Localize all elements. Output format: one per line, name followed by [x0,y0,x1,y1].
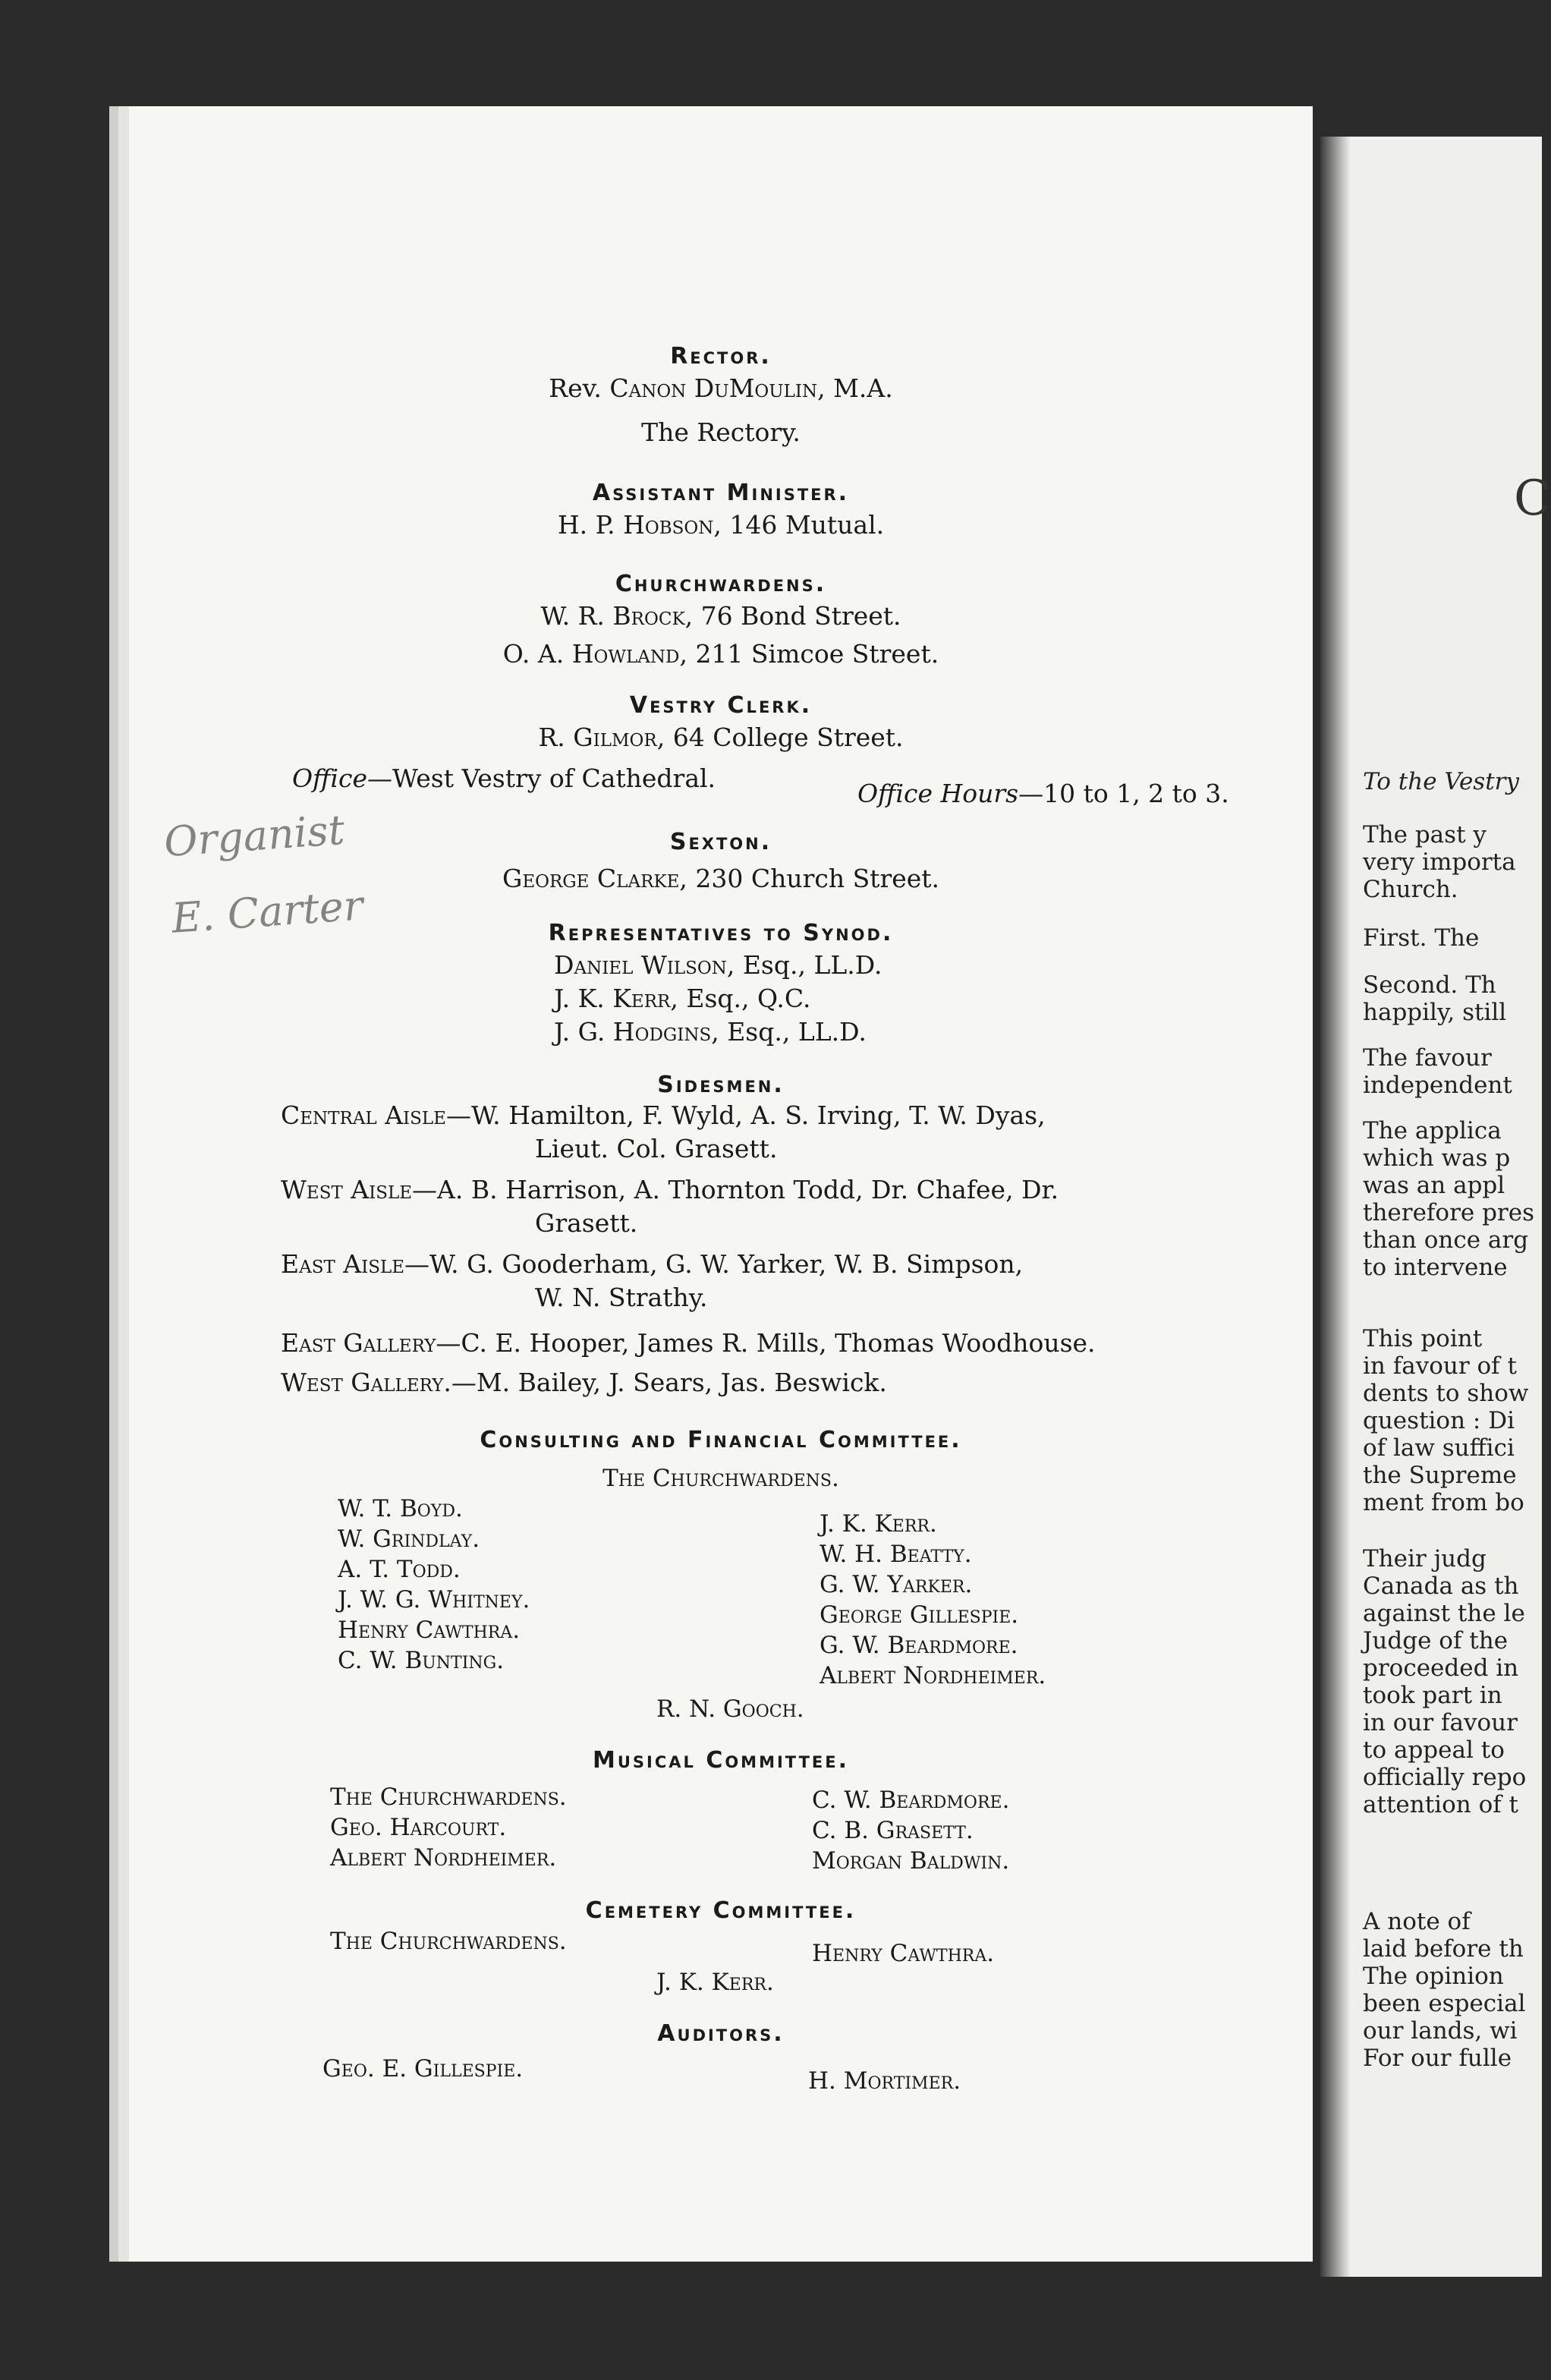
facing-page-line: happily, still [1363,999,1507,1026]
churchwarden-2-address: 211 Simcoe Street. [695,639,939,669]
facing-page-line: the Supreme [1363,1462,1517,1489]
churchwarden-2-prefix: O. A. [502,639,565,669]
vestry-clerk-name: Gilmor, [573,722,665,752]
representative-3-line [554,1017,867,1047]
facing-page-line: Their judg [1363,1545,1487,1572]
committee-member: J. K. Kerr. [820,1510,937,1538]
east-gallery-names: —C. E. Hooper, James R. Mills, Thomas Woodhouse. [436,1328,1096,1358]
facing-page-line: of law suffici [1363,1434,1515,1462]
musical-committee-left-column [330,1782,567,1873]
representative-3-title: Esq., LL.D. [727,1017,867,1047]
assistant-minister-prefix: H. P. [557,510,615,540]
facing-page-line: therefore pres [1363,1199,1535,1226]
west-aisle-line [281,1175,1059,1204]
sexton-heading: Sexton. [669,829,772,855]
sidesmen-heading: Sidesmen. [657,1072,785,1098]
committee-member: C. B. Grasett. [812,1817,974,1844]
musical-committee-heading: Musical Committee. [592,1747,850,1774]
handwritten-carter: E. Carter [170,881,365,943]
committee-member: Morgan Baldwin. [812,1847,1010,1875]
committee-member: George Gillespie. [820,1601,1019,1629]
facing-page-line: question : Di [1363,1407,1515,1434]
facing-page-line: First. The [1363,924,1480,952]
cemetery-committee-last: J. K. Kerr. [656,1969,774,1996]
facing-page-line: Second. Th [1363,971,1496,999]
facing-page-line: our lands, wi [1363,2017,1518,2045]
facing-page-line: took part in [1363,1682,1502,1709]
representative-2-title: Esq., Q.C. [686,984,811,1013]
facing-page-line: to intervene [1363,1254,1508,1281]
facing-page-line: Church. [1363,876,1458,903]
committee-member: Albert Nordheimer. [820,1662,1046,1689]
west-gallery-line [281,1368,887,1397]
vestry-clerk-address: 64 College Street. [672,722,904,752]
churchwarden-1-line [129,601,1313,631]
facing-page-line: Canada as th [1363,1572,1519,1600]
facing-page-large-letter: C [1514,471,1551,527]
vestry-clerk-line [129,722,1313,752]
facing-page-line: in favour of t [1363,1352,1517,1380]
facing-page-line: was an appl [1363,1172,1505,1199]
cemetery-committee-right: Henry Cawthra. [812,1940,995,1967]
east-aisle-line [281,1249,1023,1279]
west-aisle-line-2: Grasett. [535,1208,638,1238]
consulting-committee-last: R. N. Gooch. [656,1695,804,1723]
facing-page-line: which was p [1363,1144,1511,1172]
churchwarden-1-name: Brock, [612,601,694,631]
facing-page-line: The past y [1363,821,1487,848]
sexton-name: George Clarke, [502,864,687,893]
page-fold-shadow [1320,137,1351,2277]
east-gallery-line [281,1328,1096,1358]
representative-3-name: J. G. Hodgins, [554,1017,719,1047]
representative-1-title: Esq., LL.D. [742,950,882,980]
facing-page-line: The favour [1363,1044,1492,1072]
committee-member: The Churchwardens. [330,1783,567,1811]
rector-heading: Rector. [670,343,772,370]
page-content [129,106,1313,2262]
rector-name-line [129,373,1313,403]
committee-member: G. W. Beardmore. [820,1632,1018,1659]
facing-page-line: in our favour [1363,1709,1518,1736]
office-label: Office [292,763,367,793]
hours-label: Office Hours [857,779,1019,808]
hours-value: —10 to 1, 2 to 3. [1018,779,1229,808]
facing-page-line: proceeded in [1363,1654,1519,1682]
committee-member: Geo. Harcourt. [330,1814,507,1841]
committee-member: W. T. Boyd. [338,1495,463,1522]
committee-member: Albert Nordheimer. [330,1844,557,1872]
assistant-minister-address: 146 Mutual. [729,510,885,540]
auditor-right: H. Mortimer. [808,2067,961,2095]
representative-1-line [554,950,882,980]
central-aisle-line [281,1100,1046,1130]
central-aisle-label: Central Aisle [281,1100,446,1130]
facing-page-line: ment from bo [1363,1489,1524,1516]
east-gallery-label: East Gallery [281,1328,436,1358]
committee-member: C. W. Bunting. [338,1647,505,1674]
representatives-heading: Representatives to Synod. [548,920,894,946]
committee-member: A. T. Todd. [338,1556,461,1583]
office-value: —West Vestry of Cathedral. [367,763,716,793]
rector-prefix: Rev. [549,373,602,403]
rector-degree: M.A. [833,373,893,403]
facing-page-line: attention of t [1363,1791,1519,1818]
west-aisle-names: —A. B. Harrison, A. Thornton Todd, Dr. Chafee, Dr. [412,1175,1059,1204]
facing-page-line: The applica [1363,1117,1502,1144]
committee-member: C. W. Beardmore. [812,1787,1010,1814]
central-aisle-line-2: Lieut. Col. Grasett. [535,1134,778,1163]
west-gallery-label: West Gallery. [281,1368,451,1397]
representative-2-line [554,984,810,1013]
consulting-committee-right-column [820,1509,1046,1691]
cemetery-committee-left: The Churchwardens. [330,1928,567,1955]
assistant-minister-name: Hobson, [623,510,722,540]
facing-page-line: laid before th [1363,1935,1524,1963]
sexton-address: 230 Church Street. [695,864,940,893]
handwritten-organist: Organist [162,805,347,867]
assistant-minister-line [129,510,1313,540]
east-aisle-label: East Aisle [281,1249,405,1279]
facing-page-line: The opinion [1363,1963,1504,1990]
facing-page-line: to appeal to [1363,1736,1505,1764]
left-page [129,106,1313,2262]
east-aisle-line-2: W. N. Strathy. [535,1283,708,1312]
committee-member: Henry Cawthra. [338,1617,521,1644]
auditors-heading: Auditors. [657,2020,785,2047]
vestry-office-line [292,763,716,793]
facing-page-line: independent [1363,1072,1512,1099]
committee-member: W. Grindlay. [338,1525,480,1553]
facing-page-line: against the le [1363,1600,1525,1627]
facing-page-line: been especial [1363,1990,1526,2017]
facing-page-line: dents to show [1363,1380,1529,1407]
assistant-minister-heading: Assistant Minister. [592,480,850,506]
facing-page-line: officially repo [1363,1764,1527,1791]
facing-page-line: For our fulle [1363,2045,1512,2072]
facing-page-line: A note of [1363,1908,1471,1935]
rector-address: The Rectory. [641,417,801,447]
consulting-committee-heading: Consulting and Financial Committee. [480,1427,962,1453]
cemetery-committee-heading: Cemetery Committee. [585,1897,857,1924]
facing-page-line: Judge of the [1363,1627,1509,1654]
representative-1-name: Daniel Wilson, [554,950,735,980]
west-gallery-names: —M. Bailey, J. Sears, Jas. Beswick. [451,1368,887,1397]
churchwarden-1-prefix: W. R. [540,601,605,631]
facing-page-line: This point [1363,1325,1483,1352]
consulting-committee-left-column [338,1494,530,1676]
churchwarden-2-name: Howland, [571,639,687,669]
central-aisle-names: —W. Hamilton, F. Wyld, A. S. Irving, T. W. Dyas, [445,1100,1046,1130]
auditor-left: Geo. E. Gillespie. [322,2055,524,2082]
west-aisle-label: West Aisle [281,1175,413,1204]
vestry-hours-line [857,779,1229,808]
churchwardens-heading: Churchwardens. [615,571,827,597]
musical-committee-right-column [812,1785,1009,1876]
churchwarden-1-address: 76 Bond Street. [700,601,901,631]
east-aisle-names: —W. G. Gooderham, G. W. Yarker, W. B. Simpson, [404,1249,1024,1279]
consulting-committee-subheading: The Churchwardens. [602,1465,839,1492]
committee-member: G. W. Yarker. [820,1571,973,1598]
facing-page [1320,137,1551,2277]
facing-page-line: than once arg [1363,1226,1529,1254]
rector-name: Canon DuMoulin, [609,373,826,403]
vestry-clerk-prefix: R. [538,722,565,752]
committee-member: W. H. Beatty. [820,1541,972,1568]
vestry-clerk-heading: Vestry Clerk. [629,692,813,719]
representative-2-name: J. K. Kerr, [554,984,678,1013]
churchwarden-2-line [129,639,1313,669]
facing-page-line: very importa [1363,848,1516,876]
committee-member: J. W. G. Whitney. [338,1586,530,1613]
facing-page-salutation: To the Vestry [1363,768,1519,795]
